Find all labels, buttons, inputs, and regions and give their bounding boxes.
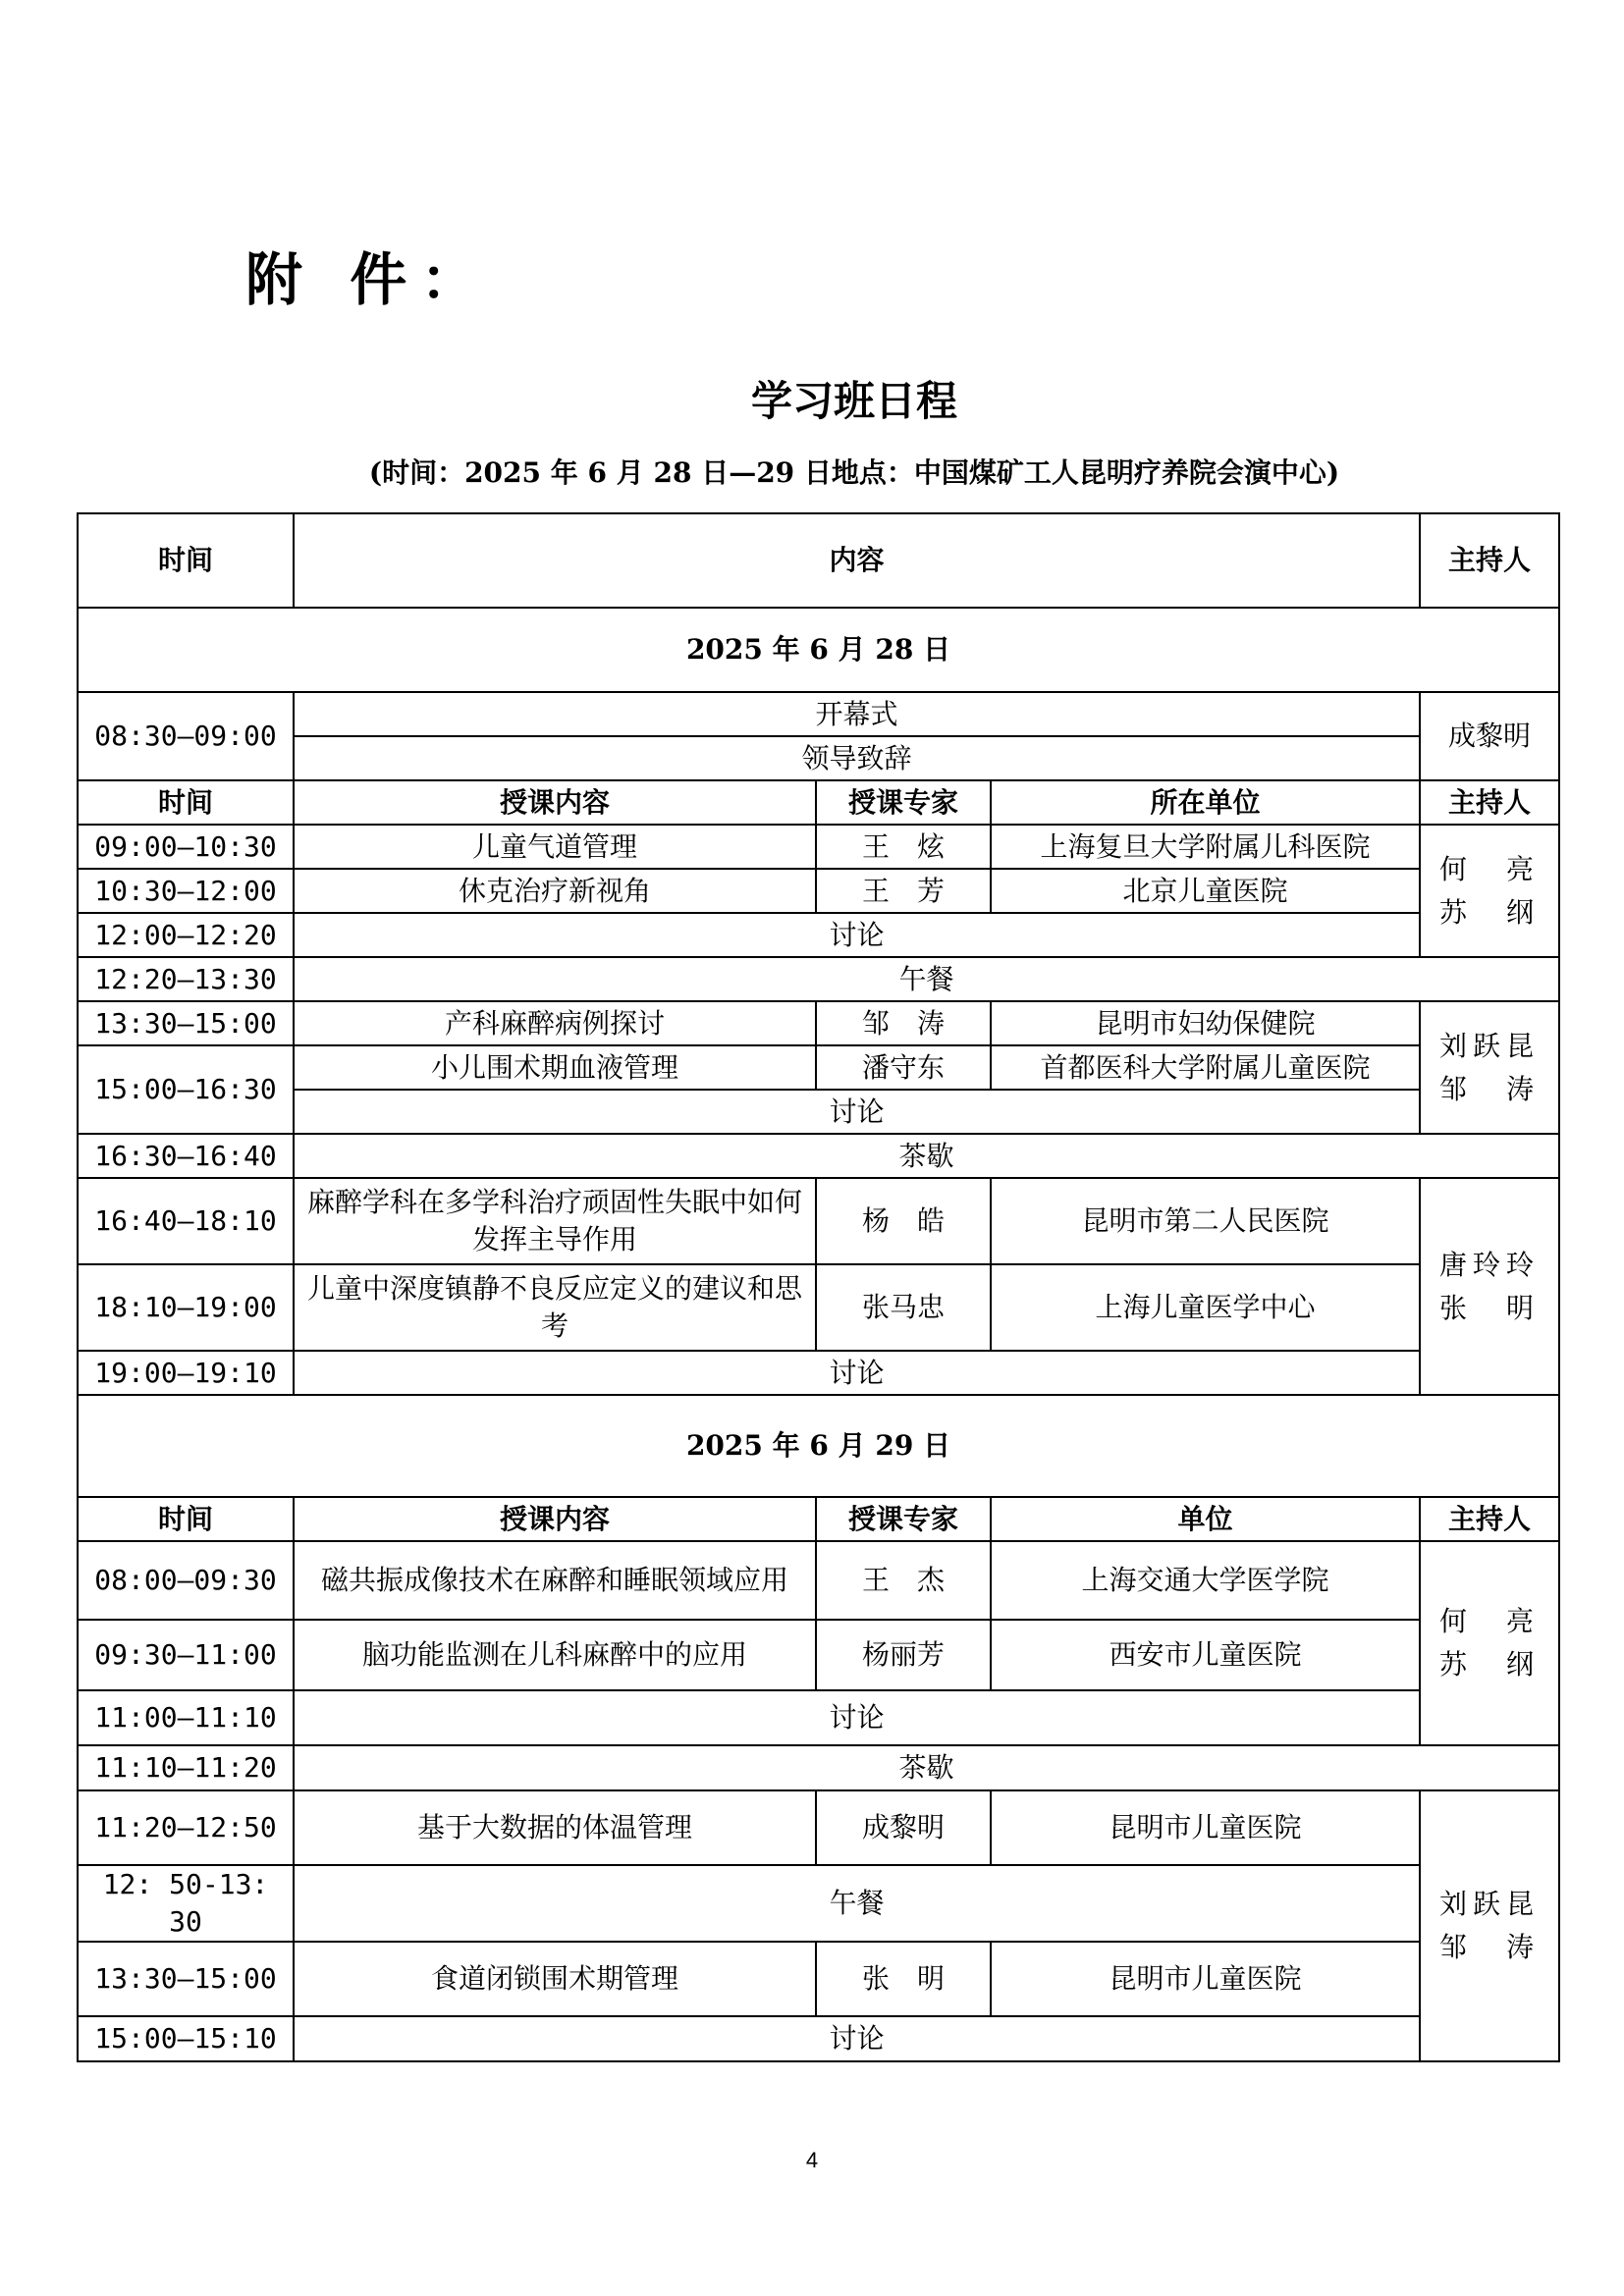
host-name: 何 亮 xyxy=(1439,1605,1541,1637)
time-cell: 15:00—15:10 xyxy=(78,2016,294,2061)
table-row xyxy=(78,1942,1559,2016)
col-unit: 所在单位 xyxy=(991,780,1420,825)
host-cell: 成黎明 xyxy=(1420,692,1559,780)
time-cell: 12: 50-13: 30 xyxy=(78,1865,294,1942)
time-cell: 15:00—16:30 xyxy=(78,1045,294,1134)
table-row xyxy=(78,1541,1559,1620)
expert-cell: 王 芳 xyxy=(816,869,991,913)
time-cell: 09:00—10:30 xyxy=(78,825,294,869)
time-cell: 09:30—11:00 xyxy=(78,1620,294,1690)
time-cell: 12:00—12:20 xyxy=(78,913,294,957)
expert-cell: 邹 涛 xyxy=(816,1001,991,1045)
col-topic: 授课内容 xyxy=(294,780,816,825)
day1-date: 2025 年 6 月 28 日 xyxy=(78,608,1559,692)
expert-cell: 杨 皓 xyxy=(816,1178,991,1264)
day2-date: 2025 年 6 月 29 日 xyxy=(78,1395,1559,1497)
table-row xyxy=(78,1264,1559,1351)
unit-cell: 昆明市妇幼保健院 xyxy=(991,1001,1420,1045)
unit-cell: 上海儿童医学中心 xyxy=(991,1264,1420,1351)
attachment-label: 附 件： xyxy=(245,246,492,313)
time-cell: 18:10—19:00 xyxy=(78,1264,294,1351)
table-row xyxy=(78,2016,1559,2061)
table-row xyxy=(78,1690,1559,1745)
topic-cell: 儿童中深度镇静不良反应定义的建议和思考 xyxy=(294,1264,816,1351)
header-content: 内容 xyxy=(294,513,1420,608)
time-cell: 11:20—12:50 xyxy=(78,1790,294,1865)
table-row xyxy=(78,913,1559,957)
topic-cell: 基于大数据的体温管理 xyxy=(294,1790,816,1865)
time-cell: 16:30—16:40 xyxy=(78,1134,294,1178)
discussion-cell: 讨论 xyxy=(294,1690,1420,1745)
expert-cell: 王 杰 xyxy=(816,1541,991,1620)
host-cell xyxy=(1420,825,1559,957)
expert-cell: 潘守东 xyxy=(816,1045,991,1090)
col-expert: 授课专家 xyxy=(816,780,991,825)
unit-cell: 上海复旦大学附属儿科医院 xyxy=(991,825,1420,869)
unit-cell: 北京儿童医院 xyxy=(991,869,1420,913)
day2-date-row xyxy=(78,1395,1559,1497)
table-row xyxy=(78,1045,1559,1090)
host-name: 何 亮 xyxy=(1439,852,1541,885)
unit-cell: 首都医科大学附属儿童医院 xyxy=(991,1045,1420,1090)
col-expert: 授课专家 xyxy=(816,1497,991,1541)
column-header-row xyxy=(78,1497,1559,1541)
leader-speech: 领导致辞 xyxy=(294,736,1420,780)
table-row xyxy=(78,957,1559,1001)
host-cell xyxy=(1420,1178,1559,1395)
expert-cell: 张 明 xyxy=(816,1942,991,2016)
host-name: 刘跃昆 xyxy=(1439,1029,1541,1062)
host-name: 苏 纲 xyxy=(1439,895,1541,929)
unit-cell: 西安市儿童医院 xyxy=(991,1620,1420,1690)
col-topic: 授课内容 xyxy=(294,1497,816,1541)
col-time: 时间 xyxy=(78,1497,294,1541)
opening-ceremony: 开幕式 xyxy=(294,692,1420,736)
time-cell: 10:30—12:00 xyxy=(78,869,294,913)
topic-cell: 食道闭锁围术期管理 xyxy=(294,1942,816,2016)
time-cell: 13:30—15:00 xyxy=(78,1942,294,2016)
document-subtitle: (时间：2025 年 6 月 28 日—29 日地点：中国煤矿工人昆明疗养院会演中心) xyxy=(368,456,1340,489)
col-host: 主持人 xyxy=(1420,1497,1559,1541)
topic-cell: 休克治疗新视角 xyxy=(294,869,816,913)
col-unit: 单位 xyxy=(991,1497,1420,1541)
table-row xyxy=(78,692,1559,736)
time-cell: 16:40—18:10 xyxy=(78,1178,294,1264)
time-cell: 11:10—11:20 xyxy=(78,1745,294,1790)
host-name: 唐玲玲 xyxy=(1439,1248,1541,1281)
expert-cell: 成黎明 xyxy=(816,1790,991,1865)
topic-cell: 磁共振成像技术在麻醉和睡眠领域应用 xyxy=(294,1541,816,1620)
expert-cell: 杨丽芳 xyxy=(816,1620,991,1690)
col-host: 主持人 xyxy=(1420,780,1559,825)
time-cell: 12:20—13:30 xyxy=(78,957,294,1001)
unit-cell: 昆明市第二人民医院 xyxy=(991,1178,1420,1264)
topic-cell: 小儿围术期血液管理 xyxy=(294,1045,816,1090)
header-time: 时间 xyxy=(78,513,294,608)
table-header-row xyxy=(78,513,1559,608)
table-row xyxy=(78,869,1559,913)
expert-cell: 张马忠 xyxy=(816,1264,991,1351)
discussion-cell: 讨论 xyxy=(294,913,1420,957)
table-row xyxy=(78,1178,1559,1264)
page-number: 4 xyxy=(805,2148,819,2172)
discussion-cell: 讨论 xyxy=(294,2016,1420,2061)
table-row xyxy=(78,1620,1559,1690)
lunch-cell: 午餐 xyxy=(294,1865,1420,1942)
table-row xyxy=(78,1865,1559,1942)
table-row xyxy=(78,1745,1559,1790)
host-name: 邹 涛 xyxy=(1439,1931,1541,1963)
host-cell xyxy=(1420,1790,1559,2061)
topic-cell: 麻醉学科在多学科治疗顽固性失眠中如何发挥主导作用 xyxy=(294,1178,816,1264)
discussion-cell: 讨论 xyxy=(294,1351,1420,1395)
table-row xyxy=(78,736,1559,780)
host-name: 张 明 xyxy=(1439,1291,1541,1324)
time-cell: 19:00—19:10 xyxy=(78,1351,294,1395)
unit-cell: 昆明市儿童医院 xyxy=(991,1942,1420,2016)
host-name: 苏 纲 xyxy=(1439,1648,1541,1681)
host-name: 刘跃昆 xyxy=(1439,1888,1541,1920)
topic-cell: 儿童气道管理 xyxy=(294,825,816,869)
unit-cell: 上海交通大学医学院 xyxy=(991,1541,1420,1620)
host-cell xyxy=(1420,1541,1559,1745)
table-row xyxy=(78,825,1559,869)
table-row xyxy=(78,1090,1559,1134)
table-row xyxy=(78,1351,1559,1395)
tea-break-cell: 茶歇 xyxy=(294,1134,1559,1178)
col-time: 时间 xyxy=(78,780,294,825)
lunch-cell: 午餐 xyxy=(294,957,1559,1001)
unit-cell: 昆明市儿童医院 xyxy=(991,1790,1420,1865)
document-title: 学习班日程 xyxy=(750,377,957,425)
tea-break-cell: 茶歇 xyxy=(294,1745,1559,1790)
table-row xyxy=(78,1790,1559,1865)
column-header-row xyxy=(78,780,1559,825)
header-host: 主持人 xyxy=(1420,513,1559,608)
schedule-table xyxy=(77,512,1560,2062)
time-cell: 13:30—15:00 xyxy=(78,1001,294,1045)
table-row xyxy=(78,1001,1559,1045)
discussion-cell: 讨论 xyxy=(294,1090,1420,1134)
topic-cell: 脑功能监测在儿科麻醉中的应用 xyxy=(294,1620,816,1690)
day1-date-row xyxy=(78,608,1559,692)
time-cell: 11:00—11:10 xyxy=(78,1690,294,1745)
time-cell: 08:00—09:30 xyxy=(78,1541,294,1620)
host-cell xyxy=(1420,1001,1559,1134)
expert-cell: 王 炫 xyxy=(816,825,991,869)
time-cell: 08:30—09:00 xyxy=(78,692,294,780)
topic-cell: 产科麻醉病例探讨 xyxy=(294,1001,816,1045)
host-name: 邹 涛 xyxy=(1439,1072,1541,1105)
table-row xyxy=(78,1134,1559,1178)
